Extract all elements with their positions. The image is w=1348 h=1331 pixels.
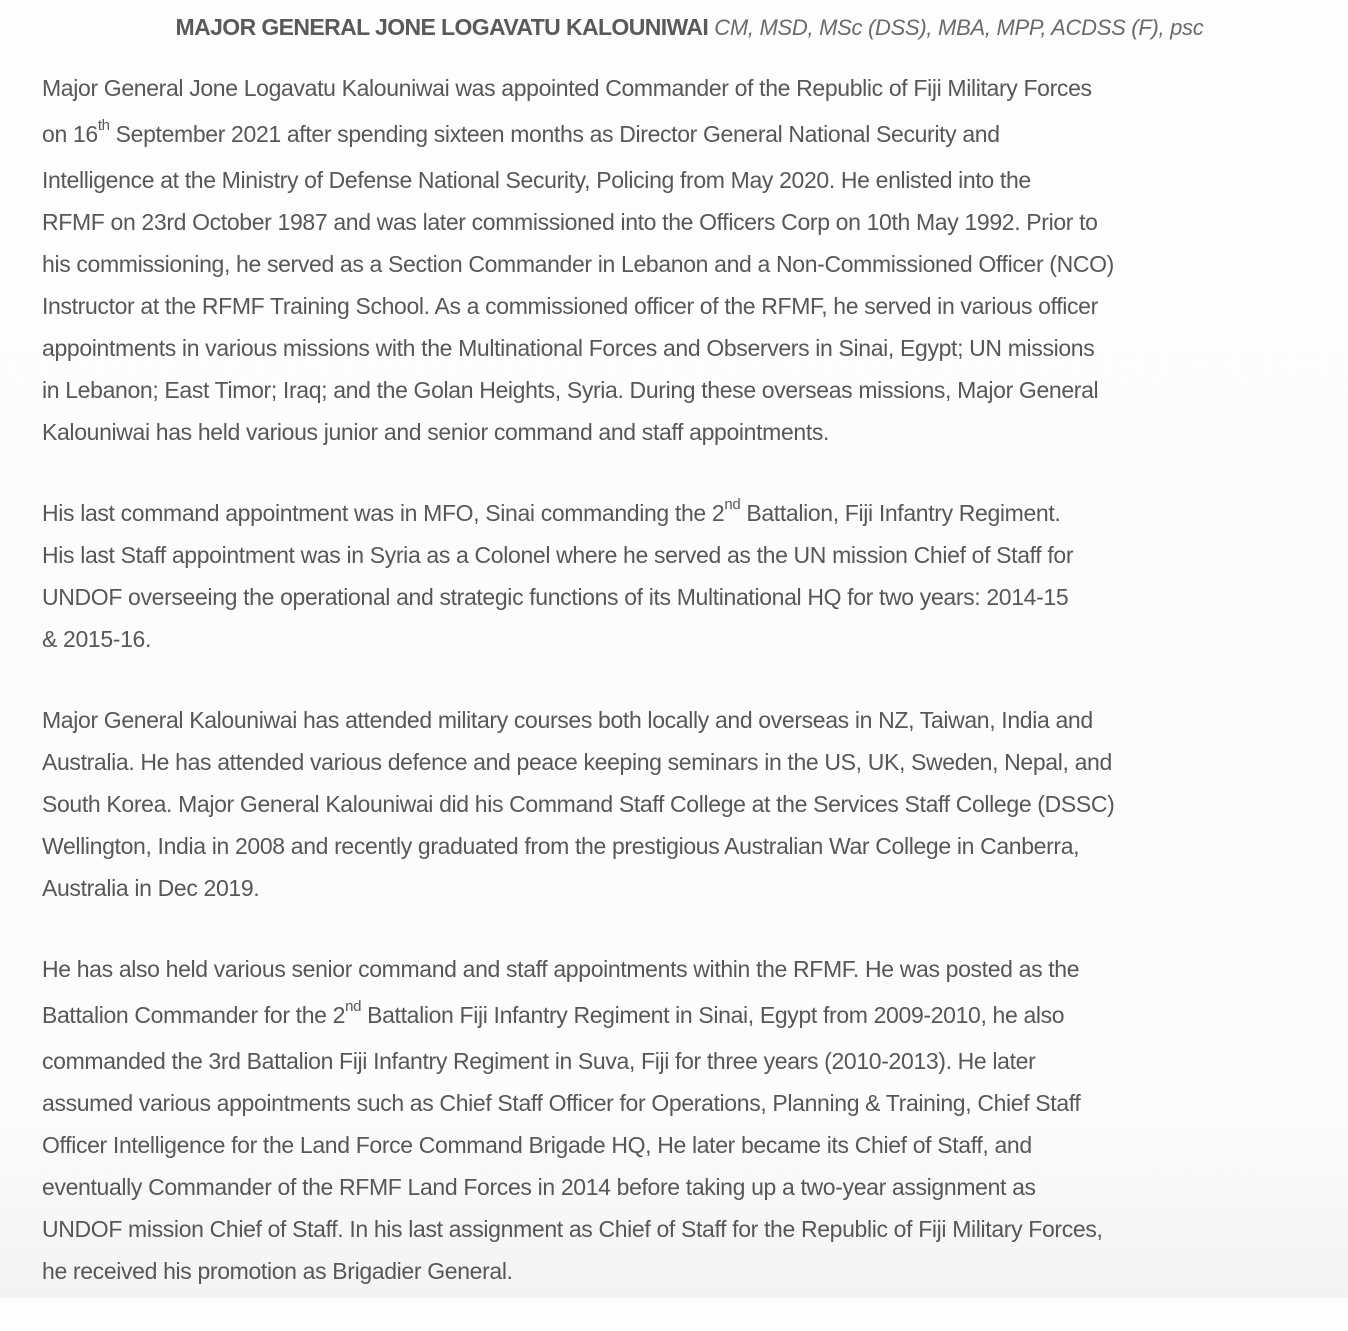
text-line: Wellington, India in 2008 and recently graduated from the prestigious Australian War College in Canberra, xyxy=(42,833,1080,859)
text-line: Officer Intelligence for the Land Force Command Brigade HQ, He later became its Chief of Staff, and xyxy=(42,1132,1032,1158)
text-line: commanded the 3rd Battalion Fiji Infantry Regiment in Suva, Fiji for three years (2010-2013). He later xyxy=(42,1048,1036,1074)
text-line: his commissioning, he served as a Section Commander in Lebanon and a Non-Commissioned Officer (NCO) xyxy=(42,251,1114,277)
text-line xyxy=(42,990,1337,1040)
text-line: in Lebanon; East Timor; Iraq; and the Golan Heights, Syria. During these overseas missions, Major General xyxy=(42,377,1099,403)
ordinal-suffix: th xyxy=(97,117,110,135)
bio-paragraph-senior-appointments xyxy=(42,948,1337,1292)
text-line xyxy=(42,109,1337,159)
text-line: He has also held various senior command and staff appointments within the RFMF. He was posted as the xyxy=(42,956,1080,982)
officer-name: MAJOR GENERAL JONE LOGAVATU KALOUNIWAI xyxy=(175,14,709,40)
text-line: UNDOF overseeing the operational and strategic functions of its Multinational HQ for two years: 2014-15 xyxy=(42,584,1069,610)
ordinal-suffix: nd xyxy=(724,496,741,514)
text-line: he received his promotion as Brigadier General. xyxy=(42,1258,513,1284)
text-line: Intelligence at the Ministry of Defense National Security, Policing from May 2020. He enlisted into the xyxy=(42,167,1031,193)
text-run: Battalion, Fiji Infantry Regiment. xyxy=(740,500,1061,526)
text-line: His last Staff appointment was in Syria as a Colonel where he served as the UN mission Chief of Staff for xyxy=(42,542,1074,568)
text-line: Australia in Dec 2019. xyxy=(42,875,260,901)
text-line xyxy=(42,492,1337,534)
text-line: Instructor at the RFMF Training School. As a commissioned officer of the RFMF, he served in various officer xyxy=(42,293,1098,319)
text-run: September 2021 after spending sixteen months as Director General National Security and xyxy=(109,121,1000,147)
text-line: UNDOF mission Chief of Staff. In his last assignment as Chief of Staff for the Republic of Fiji Military Forces, xyxy=(42,1216,1103,1242)
officer-credentials: CM, MSD, MSc (DSS), MBA, MPP, ACDSS (F), psc xyxy=(714,15,1204,40)
text-line: Kalouniwai has held various junior and senior command and staff appointments. xyxy=(42,419,830,445)
text-line: Australia. He has attended various defence and peace keeping seminars in the US, UK, Sweden, Nepal, and xyxy=(42,749,1112,775)
text-line: assumed various appointments such as Chief Staff Officer for Operations, Planning & Training, Chief Staff xyxy=(42,1090,1081,1116)
bio-paragraph-courses xyxy=(42,699,1337,909)
text-run: Battalion Fiji Infantry Regiment in Sinai, Egypt from 2009-2010, he also xyxy=(361,1002,1065,1028)
text-line: appointments in various missions with the Multinational Forces and Observers in Sinai, Egypt; UN missions xyxy=(42,335,1095,361)
text-line: South Korea. Major General Kalouniwai did his Command Staff College at the Services Staff College (DSSC) xyxy=(42,791,1115,817)
text-line: eventually Commander of the RFMF Land Forces in 2014 before taking up a two-year assignment as xyxy=(42,1174,1036,1200)
bio-paragraph-last-command xyxy=(42,492,1337,660)
text-run: Battalion Commander for the 2 xyxy=(42,1002,346,1028)
text-line: Major General Kalouniwai has attended military courses both locally and overseas in NZ, Taiwan, India and xyxy=(42,707,1093,733)
text-run: on 16 xyxy=(42,121,98,147)
biography-section xyxy=(42,8,1337,1331)
bio-paragraph-appointment xyxy=(42,67,1337,453)
bio-heading xyxy=(42,8,1337,47)
text-line: & 2015-16. xyxy=(42,626,152,652)
text-run: His last command appointment was in MFO, Sinai commanding the 2 xyxy=(42,500,725,526)
text-line: RFMF on 23rd October 1987 and was later commissioned into the Officers Corp on 10th May 1992. Prior to xyxy=(42,209,1098,235)
text-line: Major General Jone Logavatu Kalouniwai was appointed Commander of the Republic of Fiji Military Forces xyxy=(42,75,1092,101)
ordinal-suffix: nd xyxy=(345,998,362,1016)
